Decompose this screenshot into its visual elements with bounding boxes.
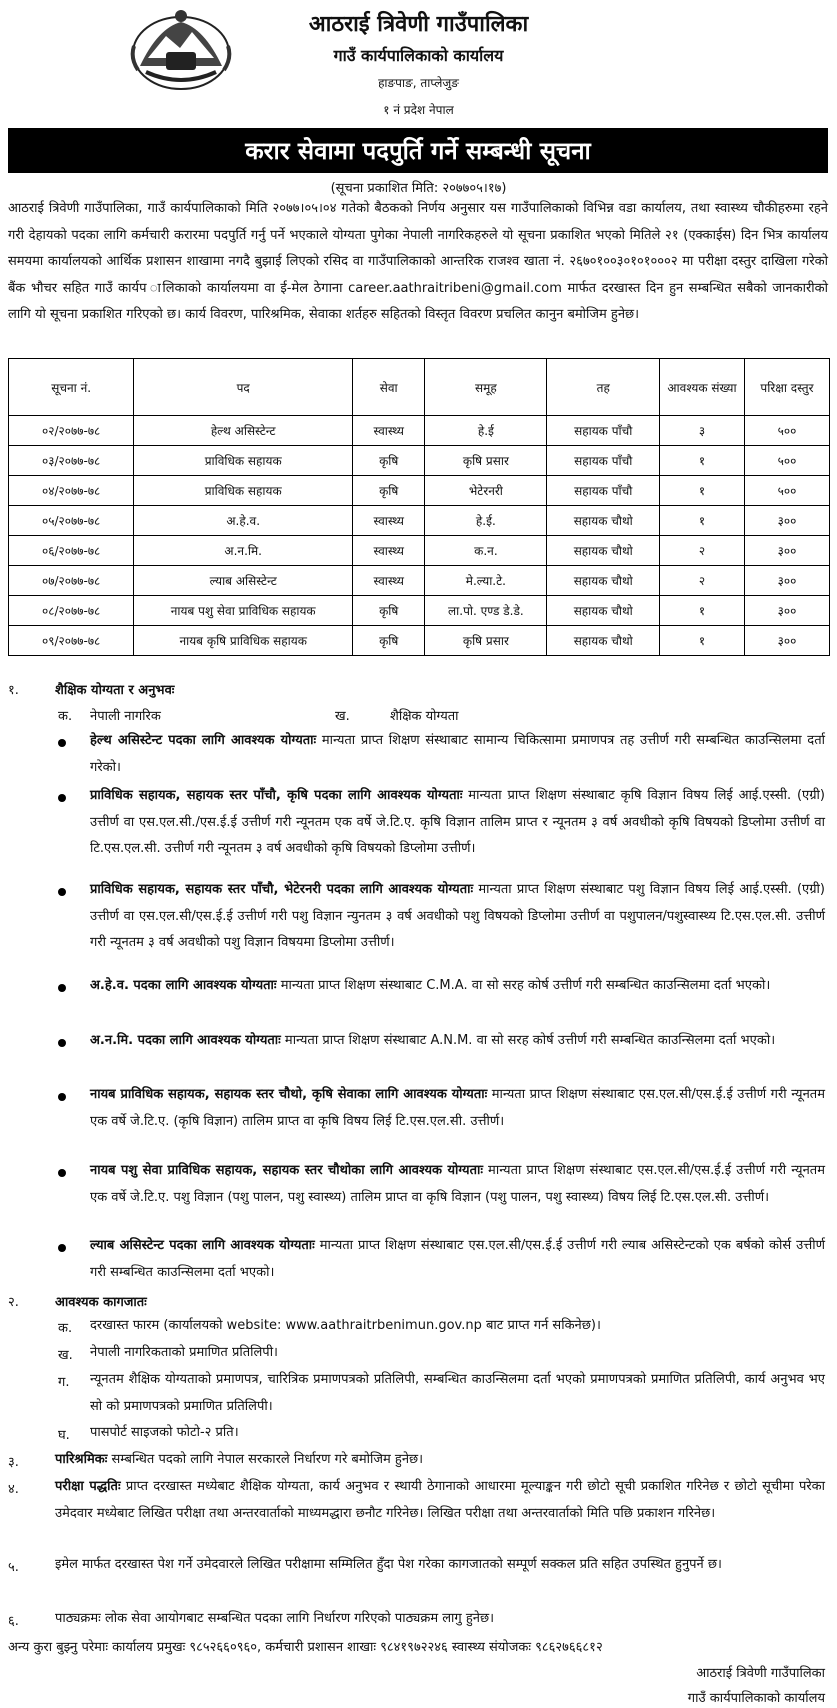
cell-notice-no: ०२/२०७७-७८ xyxy=(9,416,134,446)
cell-level: सहायक चौथो xyxy=(547,506,660,536)
section-1-number: १. xyxy=(8,683,19,698)
cell-service: कृषि xyxy=(353,596,425,626)
section-3-text: पारिश्रमिकः सम्बन्धित पदको लागि नेपाल सरकारले निर्धारण गरे बमोजिम हुनेछ। xyxy=(55,1452,424,1467)
qualification-item: ल्याब असिस्टेन्ट पदका लागि आवश्यक योग्यताः मान्यता प्राप्त शिक्षण संस्थाबाट एस.एल.सी/एस.ई.ई उत्तीर्ण गरी ल्याब असिस्टेन्टको एक बर्षको कोर्स उत्तीर्ण गरी सम्बन्धित काउन्सिलमा दर्ता भएको। xyxy=(90,1238,825,1280)
doc-item-label: ग. xyxy=(58,1375,70,1390)
cell-service: स्वास्थ्य xyxy=(353,566,425,596)
item-b-text: शैक्षिक योग्यता xyxy=(390,709,459,724)
cell-group: क.न. xyxy=(425,536,547,566)
cell-post: हेल्थ असिस्टेन्ट xyxy=(134,416,353,446)
cell-count: २ xyxy=(660,536,745,566)
publish-date: (सूचना प्रकाशित मिति: २०७७०५।१७) xyxy=(330,181,507,196)
item-a-label: क. xyxy=(58,709,73,724)
section-2-number: २. xyxy=(8,1295,19,1310)
doc-item-label: घ. xyxy=(58,1428,70,1443)
section-1-title: शैक्षिक योग्यता र अनुभवः xyxy=(55,683,175,698)
office-address: हाङपाङ, ताप्लेजुङ xyxy=(378,76,459,90)
cell-notice-no: ०७/२०७७-७८ xyxy=(9,566,134,596)
section-4-text: परीक्षा पद्धतिः प्राप्त दरखास्त मध्येबाट शैक्षिक योग्यता, कार्य अनुभव र स्थायी ठेगानाको आधारमा मूल्याङ्कन गरी छोटो सूची प्रकाशित गरिनेछ र छोटो सूचीमा परेका उमेदवार मध्येबाट लिखित परीक्षा तथा अन्तरवार्ताको माध्यमद्धारा छनौट गरिनेछ। लिखित परीक्षा तथा अन्तरवार्ताको मिति पछि प्रकाशन गरिनेछ। xyxy=(55,1479,825,1521)
cell-count: १ xyxy=(660,596,745,626)
intro-paragraph: आठराई त्रिवेणी गाउँपालिका, गाउँ कार्यपालिकाको मिति २०७७।०५।०४ गतेको बैठकको निर्णय अनुसार यस गाउँपालिकाको विभिन्न वडा कार्यालय, तथा स्वास्थ्य चौकीहरुमा रहने गरी देहायको पदका लागि कर्मचारी करारमा पदपुर्ति गर्नु पर्ने भएकाले योग्यता पुगेका नेपाली नागरिकहरुले यो सूचना प्रकाशित भएको मितिले २१ (एक्काईस) दिन भित्र कार्यालय समयमा कार्यालयको आर्थिक प्रशासन शाखामा नगदै बुझाई लिएको रसिद वा गाउँपालिकाको आन्तरिक राजश्व खाता नं. २६७०१००३०१०१०००२ मा परीक्षा दस्तुर दाखिला गरेको बैंक भौचर सहित गाउँ कार्यप ालिकाको कार्यालयमा वा ई-मेल ठेगाना career.aathraitribeni@gmail.com मार्फत दरखास्त दिन हुन सम्बन्धित सबैको जानकारीको लागि यो सूचना प्रकाशित गरिएको छ। कार्य विवरण, पारिश्रमिक, सेवाका शर्तहरु सहितको विस्तृत विवरण प्रचलित कानुन बमोजिम हुनेछ। xyxy=(8,201,828,322)
item-b-label: ख. xyxy=(335,709,350,724)
section-5-number: ५. xyxy=(8,1560,19,1575)
cell-post: नायब कृषि प्राविधिक सहायक xyxy=(134,626,353,656)
doc-item-label: क. xyxy=(58,1321,73,1336)
cell-level: सहायक पाँचौ xyxy=(547,446,660,476)
cell-fee: ३०० xyxy=(744,536,829,566)
section-3-number: ३. xyxy=(8,1455,19,1470)
cell-post: अ.न.मि. xyxy=(134,536,353,566)
cell-notice-no: ०५/२०७७-७८ xyxy=(9,506,134,536)
cell-count: २ xyxy=(660,566,745,596)
org-name: आठराई त्रिवेणी गाउँपालिका xyxy=(308,12,529,37)
cell-count: १ xyxy=(660,626,745,656)
cell-group: मे.ल्या.टे. xyxy=(425,566,547,596)
cell-service: कृषि xyxy=(353,446,425,476)
table-row xyxy=(9,446,830,476)
cell-service: स्वास्थ्य xyxy=(353,536,425,566)
section-6-text: पाठ्यक्रमः लोक सेवा आयोगबाट सम्बन्धित पदका लागि निर्धारण गरिएको पाठ्यक्रम लागु हुनेछ। xyxy=(55,1611,495,1626)
table-row xyxy=(9,416,830,446)
contact-line: अन्य कुरा बुझ्नु परेमाः कार्यालय प्रमुखः ९८५२६६०९६०, कर्मचारी प्रशासन शाखाः ९८४१९७२२४६ स्वास्थ्य संयोजकः ९८६२७६६८१२ xyxy=(8,1640,603,1655)
doc-item-text: न्यूनतम शैक्षिक योग्यताको प्रमाणपत्र, चारित्रिक प्रमाणपत्रको प्रतिलिपी, सम्बन्धित काउन्सिलमा दर्ता भएको प्रमाणपत्रको प्रमाणित प्रतिलिपी, कार्य अनुभव भए सो को प्रमाणपत्रको प्रमाणित प्रतिलिपी। xyxy=(90,1372,825,1414)
bullet-icon xyxy=(58,794,66,802)
cell-notice-no: ०३/२०७७-७८ xyxy=(9,446,134,476)
cell-post: अ.हे.व. xyxy=(134,506,353,536)
cell-service: स्वास्थ्य xyxy=(353,416,425,446)
doc-item-text: दरखास्त फारम (कार्यालयको website: www.aathraitrbenimun.gov.np बाट प्राप्त गर्न सकिनेछ)। xyxy=(90,1318,601,1333)
cell-notice-no: ०८/२०७७-७८ xyxy=(9,596,134,626)
cell-group: भेटेरनरी xyxy=(425,476,547,506)
vacancy-table xyxy=(8,358,830,656)
qualification-item: हेल्थ असिस्टेन्ट पदका लागि आवश्यक योग्यताः मान्यता प्राप्त शिक्षण संस्थाबाट सामान्य चिकित्सामा प्रमाणपत्र तह उत्तीर्ण गरी सम्बन्धित काउन्सिलमा दर्ता गरेको। xyxy=(90,733,825,775)
signature-org: आठराई त्रिवेणी गाउँपालिका xyxy=(696,1666,825,1681)
section-4-number: ४. xyxy=(8,1482,19,1497)
cell-count: ३ xyxy=(660,416,745,446)
qualification-item: नायब प्राविधिक सहायक, सहायक स्तर चौथो, कृषि सेवाका लागि आवश्यक योग्यताः मान्यता प्राप्त शिक्षण संस्थाबाट एस.एल.सी/एस.ई.ई उत्तीर्ण गरी न्यूनतम एक वर्षे जे.टि.ए. (कृषि विज्ञान) तालिम प्राप्त वा कृषि विषय लिई टि.एस.एल.सी. उत्तीर्ण। xyxy=(90,1087,825,1129)
cell-fee: ५०० xyxy=(744,446,829,476)
cell-post: ल्याब असिस्टेन्ट xyxy=(134,566,353,596)
notice-title-banner xyxy=(8,128,828,173)
cell-post: नायब पशु सेवा प्राविधिक सहायक xyxy=(134,596,353,626)
qualification-item: प्राविधिक सहायक, सहायक स्तर पाँचौ, भेटेरनरी पदका लागि आवश्यक योग्यताः मान्यता प्राप्त शिक्षण संस्थाबाट पशु विज्ञान विषय लिई आई.एस्सी. (एग्री) उत्तीर्ण वा एस.एल.सी/एस.ई.ई उत्तीर्ण गरी पशु विज्ञान न्युनतम ३ वर्ष अवधीको पशु विषयको डिप्लोमा उत्तीर्ण वा पशुपालन/पशुस्वास्थ्य टि.एस.एल.सी. उत्तीर्ण गरी न्यूनतम ३ वर्ष अवधीको पशु विज्ञान विषयमा डिप्लोमा उत्तीर्ण। xyxy=(90,882,825,950)
cell-notice-no: ०४/२०७७-७८ xyxy=(9,476,134,506)
item-a-text: नेपाली नागरिक xyxy=(90,709,161,724)
cell-service: स्वास्थ्य xyxy=(353,506,425,536)
cell-post: प्राविधिक सहायक xyxy=(134,446,353,476)
cell-notice-no: ०९/२०७७-७८ xyxy=(9,626,134,656)
table-row xyxy=(9,536,830,566)
doc-item-text: नेपाली नागरिकताको प्रमाणित प्रतिलिपी। xyxy=(90,1345,278,1360)
bullet-icon xyxy=(58,888,66,896)
qualification-item: प्राविधिक सहायक, सहायक स्तर पाँचौ, कृषि पदका लागि आवश्यक योग्यताः मान्यता प्राप्त शिक्षण संस्थाबाट कृषि विज्ञान विषय लिई आई.एस्सी. (एग्री) उत्तीर्ण वा एस.एल.सी./एस.ई.ई उत्तीर्ण गरी न्यूनतम एक वर्षे जे.टि.ए. कृषि विज्ञान तालिम प्राप्त र न्यूनतम ३ वर्ष अवधीको कृषि विषयको डिप्लोमा उत्तीर्ण वा टि.एस.एल.सी. उत्तीर्ण गरी न्यूनतम ३ वर्ष अवधीको कृषि विषयको डिप्लोमा उत्तीर्ण। xyxy=(90,788,825,856)
col-header-exam-fee: परिक्षा दस्तुर xyxy=(744,359,829,416)
cell-group: कृषि प्रसार xyxy=(425,626,547,656)
cell-service: कृषि xyxy=(353,626,425,656)
col-header-required-count: आवश्यक संख्या xyxy=(660,359,745,416)
bullet-icon xyxy=(58,1039,66,1047)
cell-fee: ५०० xyxy=(744,476,829,506)
notice-title: करार सेवामा पदपुर्ति गर्ने सम्बन्धी सूचना xyxy=(245,137,591,165)
cell-level: सहायक चौथो xyxy=(547,566,660,596)
qualification-item: अ.न.मि. पदका लागि आवश्यक योग्यताः मान्यता प्राप्त शिक्षण संस्थाबाट A.N.M. वा सो सरह कोर्ष उत्तीर्ण गरी सम्बन्धित काउन्सिलमा दर्ता भएको। xyxy=(90,1033,776,1048)
office-name: गाउँ कार्यपालिकाको कार्यालय xyxy=(333,46,504,65)
cell-group: ला.पो. एण्ड डे.डे. xyxy=(425,596,547,626)
cell-service: कृषि xyxy=(353,476,425,506)
cell-level: सहायक चौथो xyxy=(547,536,660,566)
bullet-icon xyxy=(58,984,66,992)
cell-level: सहायक चौथो xyxy=(547,626,660,656)
cell-notice-no: ०६/२०७७-७८ xyxy=(9,536,134,566)
cell-group: हे.ई. xyxy=(425,506,547,536)
cell-count: १ xyxy=(660,446,745,476)
bullet-icon xyxy=(58,1093,66,1101)
province-name: १ नं प्रदेश नेपाल xyxy=(383,103,454,117)
table-row xyxy=(9,596,830,626)
table-row xyxy=(9,476,830,506)
cell-count: १ xyxy=(660,476,745,506)
col-header-level: तह xyxy=(547,359,660,416)
table-header-row xyxy=(9,359,830,416)
qualification-item: नायब पशु सेवा प्राविधिक सहायक, सहायक स्तर चौथोका लागि आवश्यक योग्यताः मान्यता प्राप्त शिक्षण संस्थाबाट एस.एल.सी/एस.ई.ई उत्तीर्ण गरी न्यूनतम एक वर्षे जे.टि.ए. पशु विज्ञान (पशु पालन, पशु स्वास्थ्य) तालिम प्राप्त वा कृषि विज्ञान (पशु पालन, पशु स्वास्थ्य) विषय लिई टि.एस.एल.सी. उत्तीर्ण। xyxy=(90,1163,825,1205)
qualification-item: अ.हे.व. पदका लागि आवश्यक योग्यताः मान्यता प्राप्त शिक्षण संस्थाबाट C.M.A. वा सो सरह कोर्ष उत्तीर्ण गरी सम्बन्धित काउन्सिलमा दर्ता भएको। xyxy=(90,978,771,993)
section-2-title: आवश्यक कागजातः xyxy=(55,1295,147,1310)
col-header-group: समूह xyxy=(425,359,547,416)
bullet-icon xyxy=(58,739,66,747)
doc-item-label: ख. xyxy=(58,1348,73,1363)
section-5-text: इमेल मार्फत दरखास्त पेश गर्ने उमेदवारले लिखित परीक्षामा सम्मिलित हुँदा पेश गरेका कागजातको सम्पूर्ण सक्कल प्रति सहित उपस्थित हुनुपर्ने छ। xyxy=(55,1557,722,1572)
bullet-icon xyxy=(58,1244,66,1252)
table-row xyxy=(9,626,830,656)
table-row xyxy=(9,506,830,536)
cell-post: प्राविधिक सहायक xyxy=(134,476,353,506)
cell-group: हे.ई xyxy=(425,416,547,446)
col-header-service: सेवा xyxy=(353,359,425,416)
cell-level: सहायक चौथो xyxy=(547,596,660,626)
cell-count: १ xyxy=(660,506,745,536)
bullet-icon xyxy=(58,1169,66,1177)
col-header-post: पद xyxy=(134,359,353,416)
cell-group: कृषि प्रसार xyxy=(425,446,547,476)
table-row xyxy=(9,566,830,596)
cell-fee: ३०० xyxy=(744,626,829,656)
cell-level: सहायक पाँचौ xyxy=(547,416,660,446)
cell-fee: ५०० xyxy=(744,416,829,446)
section-6-number: ६. xyxy=(8,1614,19,1629)
cell-fee: ३०० xyxy=(744,506,829,536)
doc-item-text: पासपोर्ट साइजको फोटो-२ प्रति। xyxy=(90,1425,239,1440)
cell-fee: ३०० xyxy=(744,596,829,626)
signature-office: गाउँ कार्यपालिकाको कार्यालय xyxy=(687,1691,825,1706)
cell-level: सहायक पाँचौ xyxy=(547,476,660,506)
cell-fee: ३०० xyxy=(744,566,829,596)
col-header-notice-no: सूचना नं. xyxy=(9,359,134,416)
